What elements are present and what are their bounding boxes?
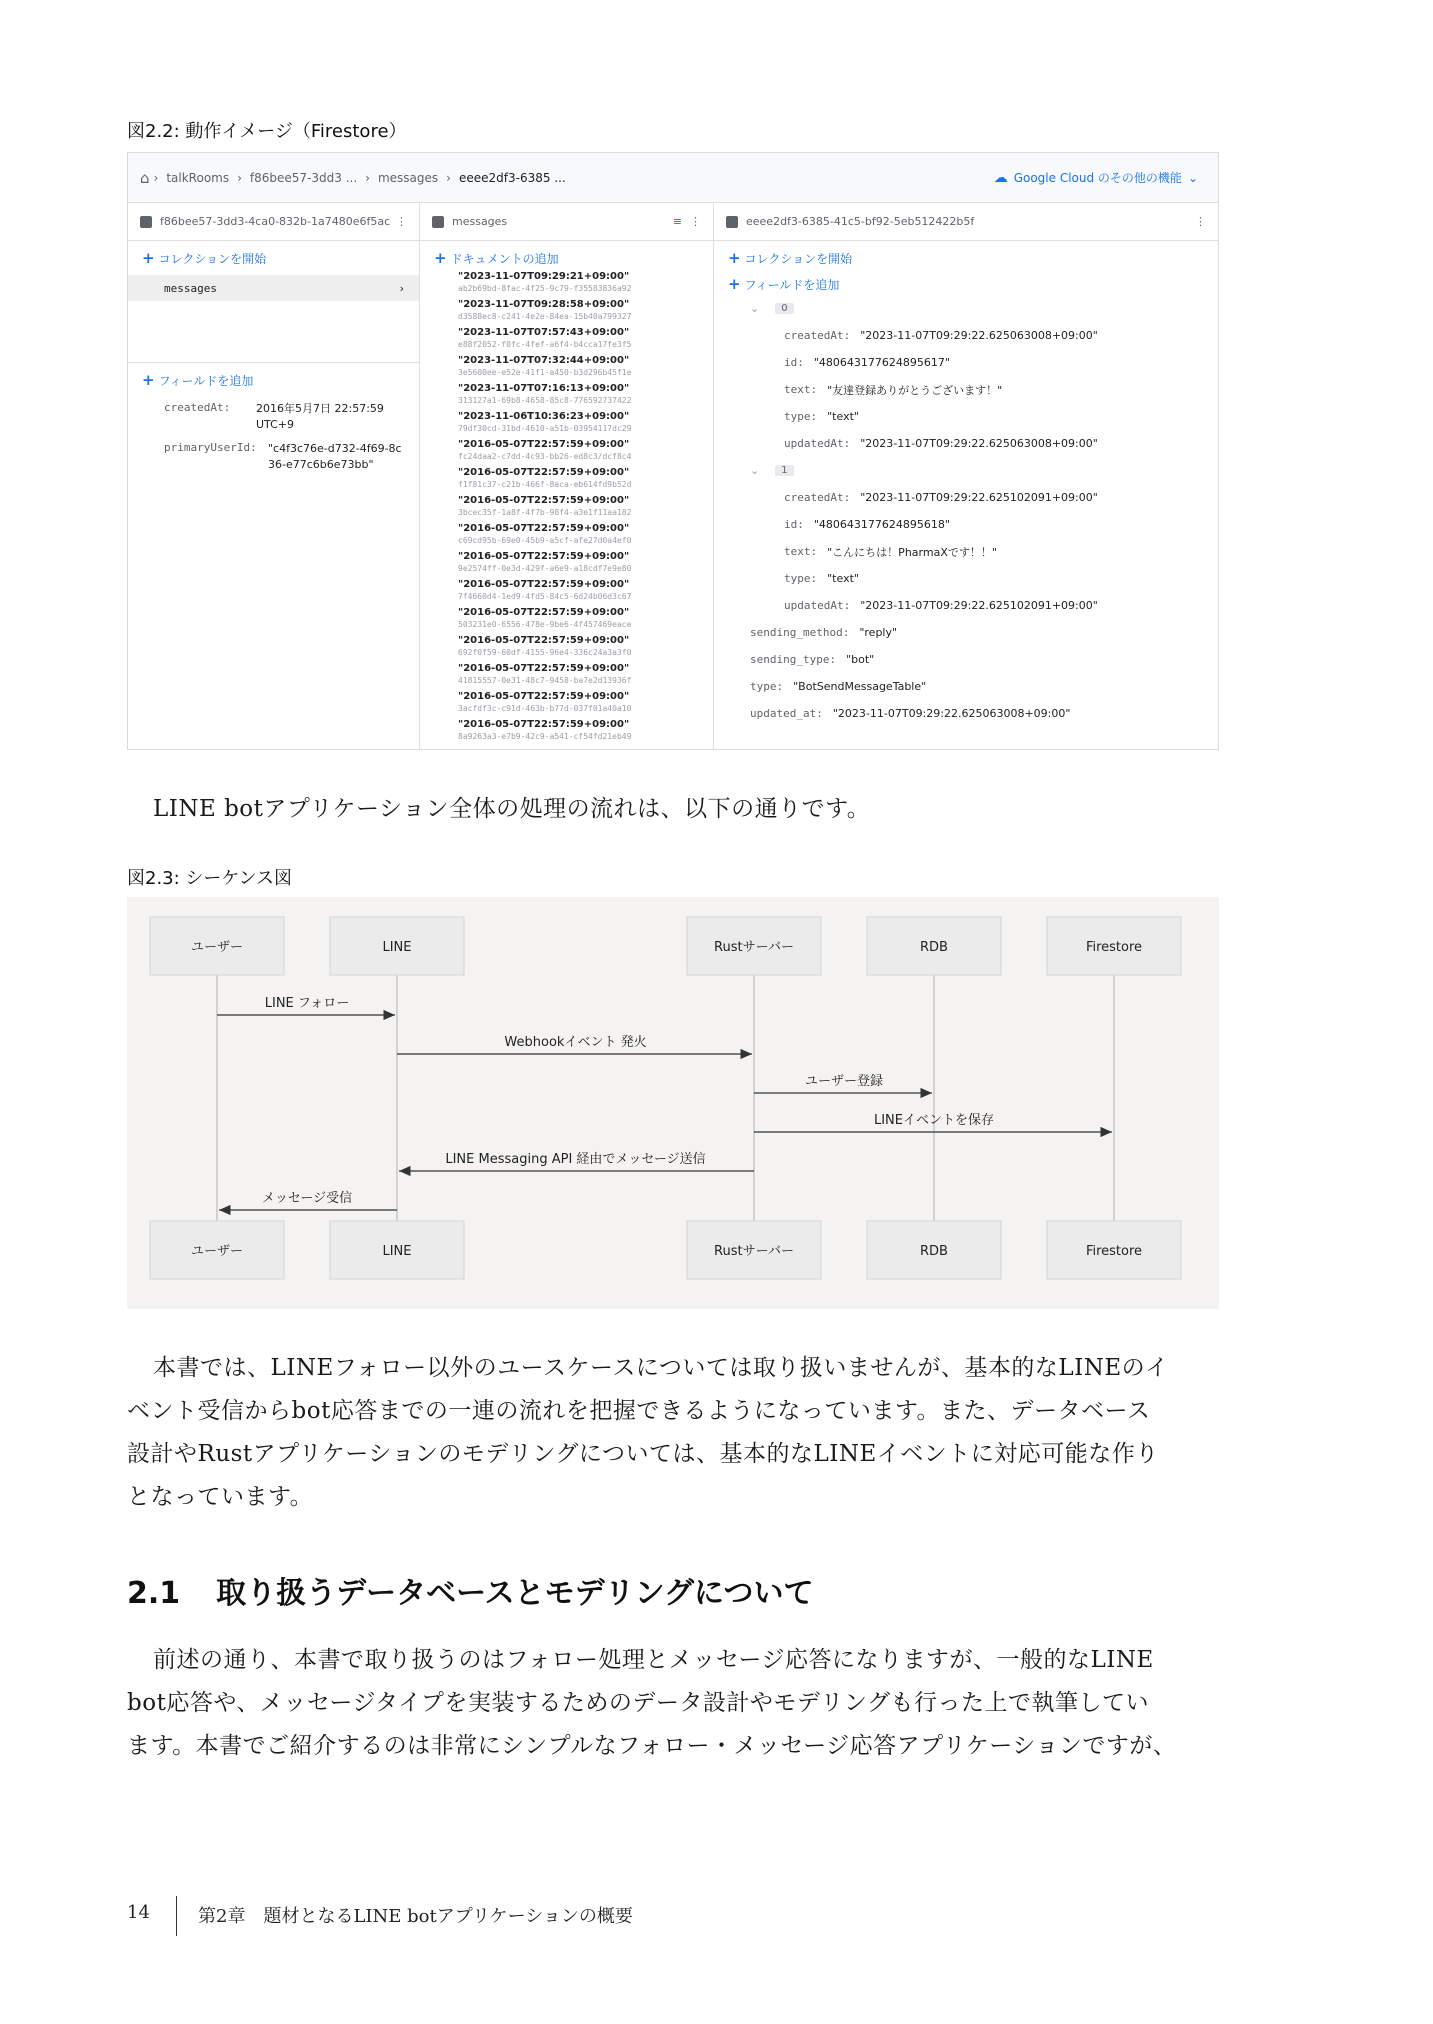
field-row[interactable] [774, 538, 1218, 565]
actor-label: Firestore [1085, 940, 1143, 955]
actor-label: RDB [920, 940, 948, 955]
document-list-item[interactable] [420, 297, 713, 325]
field-key: type: [784, 410, 818, 423]
field-value: "480643177624895618" [813, 518, 950, 531]
document-id: 3e5600ee-e52e-41f1-a450-b3d296b45f1e [458, 368, 632, 377]
chevron-right-icon: › [446, 170, 451, 185]
column-header: f86bee57-3dd3-4ca0-832b-1a7480e6f5ac ⋮ [128, 203, 419, 241]
field-key: text: [784, 545, 818, 558]
document-id: 3bcec35f-1a8f-4f7b-98f4-a3e1f11aa182 [458, 508, 632, 517]
message-label: メッセージ受信 [261, 1191, 353, 1206]
array-group-toggle[interactable]: ⌄ 1 [714, 457, 1218, 484]
document-id: f1f81c37-c21b-466f-8aca-eb614fd9b52d [458, 480, 632, 489]
field-row[interactable] [774, 592, 1218, 619]
start-collection-button[interactable]: + コレクションを開始 [728, 249, 853, 267]
field-value: "2023-11-07T09:29:22.625063008+09:00" [832, 707, 1071, 720]
document-list-item[interactable] [420, 325, 713, 353]
field-row[interactable] [774, 430, 1218, 457]
message-label: ユーザー登録 [804, 1074, 884, 1089]
array-group-toggle[interactable]: ⌄ 0 [714, 295, 1218, 322]
field-row[interactable] [774, 511, 1218, 538]
section-number: 2.1 [127, 1576, 181, 1611]
chevron-down-icon: ⌄ [750, 302, 760, 315]
field-value: "2023-11-07T09:29:22.625102091+09:00" [860, 491, 1098, 504]
document-list-item[interactable] [420, 717, 713, 745]
document-list-item[interactable] [420, 493, 713, 521]
home-icon[interactable]: ⌂ [140, 168, 150, 187]
document-date: "2023-11-07T07:57:43+09:00" [458, 327, 630, 338]
document-list-item[interactable] [420, 521, 713, 549]
fields-column [714, 203, 1218, 749]
breadcrumb [128, 153, 1218, 203]
document-list-item[interactable] [420, 549, 713, 577]
message-fields [714, 484, 1218, 619]
document-list-item[interactable] [420, 661, 713, 689]
document-date: "2016-05-07T22:57:59+09:00" [458, 607, 630, 618]
field-row[interactable] [774, 484, 1218, 511]
field-key: id: [784, 518, 804, 531]
actor-label: Rustサーバー [714, 940, 794, 955]
field-row[interactable] [740, 646, 1218, 673]
document-list-item[interactable] [420, 409, 713, 437]
paragraph-line: 前述の通り、本書で取り扱うのはフォロー処理とメッセージ応答になりますが、一般的なLINE [153, 1647, 1154, 1673]
document-list [420, 269, 713, 745]
message-label: LINE Messaging API 経由でメッセージ送信 [445, 1152, 706, 1167]
actor-label: LINE [382, 1244, 412, 1259]
field-key: type: [750, 680, 784, 693]
add-field-button[interactable]: + フィールドを追加 [728, 275, 840, 293]
section-title: 取り扱うデータベースとモデリングについて [216, 1576, 814, 1611]
document-list-item[interactable] [420, 633, 713, 661]
paragraph-line: 本書では、LINEフォロー以外のユースケースについては取り扱いませんが、基本的なLINEのイ [153, 1355, 1169, 1381]
sequence-diagram-svg [127, 897, 1219, 1309]
field-key: sending_type: [750, 653, 837, 666]
field-row[interactable] [774, 349, 1218, 376]
document-list-item[interactable] [420, 269, 713, 297]
document-id: 313127a1-69b8-4658-85c8-776592737422 [458, 396, 632, 405]
collection-icon [432, 216, 444, 228]
field-value: "友達登録ありがとうございます！" [827, 383, 1003, 397]
field-key: updated_at: [750, 707, 823, 720]
document-id: ab2b69bd-8fac-4f25-9c79-f35583836a92 [458, 284, 632, 293]
message-label: LINEイベントを保存 [873, 1113, 995, 1128]
firestore-console-screenshot [127, 152, 1219, 750]
chevron-right-icon: › [237, 170, 242, 185]
collection-item[interactable]: messages › [128, 275, 419, 301]
document-fields [714, 619, 1218, 727]
field-row[interactable]: createdAt: 2016年5月7日 22:57:59 UTC+9 [164, 401, 384, 431]
field-value: "reply" [859, 626, 898, 639]
document-date: "2016-05-07T22:57:59+09:00" [458, 691, 630, 702]
document-id: e88f2052-f0fc-4fef-a6f4-b4cca17fe3f5 [458, 340, 632, 349]
document-date: "2023-11-07T09:29:21+09:00" [458, 271, 630, 282]
field-key: type: [784, 572, 818, 585]
field-row[interactable]: primaryUserId: "c4f3c76e-d732-4f69-8c36-e77c6b6e73bb" [164, 441, 402, 471]
paragraph-line: bot応答や、メッセージタイプを実装するためのデータ設計やモデリングも行った上で執筆してい [127, 1690, 1149, 1716]
document-id: 41815557-0e31-48c7-9458-ba7e2d13936f [458, 676, 632, 685]
figure-2-3-caption: 図2.3: シーケンス図 [127, 868, 292, 889]
actor-label: RDB [920, 1244, 948, 1259]
field-row[interactable] [740, 700, 1218, 727]
field-key: sending_method: [750, 626, 850, 639]
paragraph-line: となっています。 [127, 1484, 314, 1510]
document-id: 3acfdf3c-c91d-463b-b77d-037f01a40a10 [458, 704, 632, 713]
footer-divider [176, 1896, 177, 1936]
google-cloud-label: Google Cloud のその他の機能 [1013, 171, 1182, 185]
document-date: "2016-05-07T22:57:59+09:00" [458, 663, 630, 674]
actor-label: Rustサーバー [714, 1244, 794, 1259]
field-row[interactable] [774, 565, 1218, 592]
add-document-button[interactable]: + ドキュメントの追加 [434, 249, 559, 267]
field-key: updatedAt: [784, 599, 851, 612]
field-row[interactable] [774, 376, 1218, 403]
google-cloud-menu[interactable] [994, 169, 1198, 186]
cloud-icon: ☁ [993, 169, 1008, 186]
paragraph-line: ます。本書でご紹介するのは非常にシンプルなフォロー・メッセージ応答アプリケーションですが、 [127, 1733, 1177, 1759]
document-date: "2016-05-07T22:57:59+09:00" [458, 495, 630, 506]
field-key: createdAt: [784, 491, 851, 504]
field-row[interactable] [774, 403, 1218, 430]
field-value: "こんにちは！PharmaXです！！" [827, 545, 997, 559]
breadcrumb-item[interactable]: messages [377, 170, 439, 185]
page-number: 14 [127, 1902, 150, 1923]
document-icon [726, 216, 738, 228]
document-icon [140, 216, 152, 228]
actor-label: LINE [382, 940, 412, 955]
field-value: "text" [827, 410, 859, 423]
more-vert-icon[interactable]: ⋮ [690, 215, 701, 228]
paragraph-line: ベント受信からbot応答までの一連の流れを把握できるようになっています。また、データベース [127, 1398, 1151, 1424]
document-date: "2016-05-07T22:57:59+09:00" [458, 439, 630, 450]
document-date: "2023-11-07T07:32:44+09:00" [458, 355, 630, 366]
document-id: 8a9263a3-e7b9-42c9-a541-cf54fd21eb49 [458, 732, 632, 741]
field-row[interactable] [740, 619, 1218, 646]
field-value: "2023-11-07T09:29:22.625063008+09:00" [860, 437, 1098, 450]
document-list-item[interactable] [420, 353, 713, 381]
document-date: "2016-05-07T22:57:59+09:00" [458, 523, 630, 534]
document-date: "2023-11-06T10:36:23+09:00" [458, 411, 630, 422]
chevron-right-icon: › [398, 281, 405, 295]
document-list-item[interactable] [420, 465, 713, 493]
more-vert-icon[interactable]: ⋮ [1195, 215, 1206, 228]
document-list-item[interactable] [420, 605, 713, 633]
column-header: messages ≡ ⋮ [420, 203, 713, 241]
document-id: 9e2574ff-0e3d-429f-a6e9-a18cdf7e9e80 [458, 564, 632, 573]
field-key: updatedAt: [784, 437, 851, 450]
chapter-title: 第2章 題材となるLINE botアプリケーションの概要 [198, 1906, 633, 1927]
document-id: 79df30cd-31bd-4610-a51b-03954117dc29 [458, 424, 632, 433]
field-value: "BotSendMessageTable" [793, 680, 927, 693]
section-heading [127, 1568, 813, 1612]
field-value: "480643177624895617" [813, 356, 950, 369]
document-id: 503231e0-6556-478e-9be6-4f457469eace [458, 620, 632, 629]
column-header: eeee2df3-6385-41c5-bf92-5eb512422b5f ⋮ [714, 203, 1218, 241]
document-date: "2016-05-07T22:57:59+09:00" [458, 719, 630, 730]
field-key: createdAt: [784, 329, 851, 342]
document-id: 692f0f59-60df-4155-96e4-336c24a3a3f0 [458, 648, 632, 657]
field-row[interactable] [740, 673, 1218, 700]
document-date: "2016-05-07T22:57:59+09:00" [458, 579, 630, 590]
paragraph-line: 設計やRustアプリケーションのモデリングについては、基本的なLINEイベントに対応可能な作り [127, 1441, 1159, 1467]
add-field-button[interactable]: + フィールドを追加 [142, 371, 254, 389]
field-key: text: [784, 383, 818, 396]
document-id: fc24daa2-c7dd-4c93-bb26-ed8c3/dcf8c4 [458, 452, 632, 461]
document-list-item[interactable] [420, 381, 713, 409]
field-key: id: [784, 356, 804, 369]
document-id: d3588ec8-c241-4e2e-84ea-15b40a799327 [458, 312, 632, 321]
chevron-right-icon: › [153, 170, 159, 185]
document-date: "2016-05-07T22:57:59+09:00" [458, 551, 630, 562]
chevron-down-icon: ⌄ [750, 464, 760, 477]
figure-2-2-caption: 図2.2: 動作イメージ（Firestore） [127, 121, 407, 142]
document-column [128, 203, 420, 749]
field-row[interactable] [774, 322, 1218, 349]
document-date: "2016-05-07T22:57:59+09:00" [458, 635, 630, 646]
actor-label: ユーザー [190, 1244, 244, 1259]
document-list-item[interactable] [420, 577, 713, 605]
chevron-down-icon: ⌄ [1187, 170, 1198, 185]
actor-label: ユーザー [190, 940, 244, 955]
breadcrumb-item[interactable]: eeee2df3-6385 ... [458, 170, 566, 185]
document-list-item[interactable] [420, 689, 713, 717]
message-fields [714, 322, 1218, 457]
body-paragraph [127, 1347, 1219, 1519]
breadcrumb-item[interactable]: talkRooms [166, 170, 230, 185]
actor-label: Firestore [1085, 1244, 1143, 1259]
field-value: "2023-11-07T09:29:22.625102091+09:00" [860, 599, 1098, 612]
body-paragraph: LINE botアプリケーション全体の処理の流れは、以下の通りです。 [153, 796, 871, 822]
document-date: "2016-05-07T22:57:59+09:00" [458, 467, 630, 478]
sequence-diagram [127, 897, 1219, 1309]
filter-icon[interactable]: ≡ [672, 215, 682, 228]
body-paragraph [127, 1639, 1219, 1768]
document-date: "2023-11-07T07:16:13+09:00" [458, 383, 630, 394]
document-id: c69cd95b-69e0-45b9-a5cf-afe27d0a4ef0 [458, 536, 632, 545]
document-date: "2023-11-07T09:28:58+09:00" [458, 299, 630, 310]
document-id: 7f4660d4-1ed9-4fd5-84c5-6d24b06d3c67 [458, 592, 632, 601]
message-label: LINE フォロー [264, 996, 350, 1011]
field-value: "bot" [846, 653, 875, 666]
collection-column [420, 203, 714, 749]
document-list-item[interactable] [420, 437, 713, 465]
start-collection-button[interactable]: + コレクションを開始 [142, 249, 267, 267]
field-value: "2023-11-07T09:29:22.625063008+09:00" [860, 329, 1098, 342]
breadcrumb-item[interactable]: f86bee57-3dd3 ... [249, 170, 358, 185]
more-vert-icon[interactable]: ⋮ [396, 215, 407, 228]
field-value: "text" [827, 572, 859, 585]
message-label: Webhookイベント 発火 [504, 1035, 647, 1050]
chevron-right-icon: › [365, 170, 370, 185]
